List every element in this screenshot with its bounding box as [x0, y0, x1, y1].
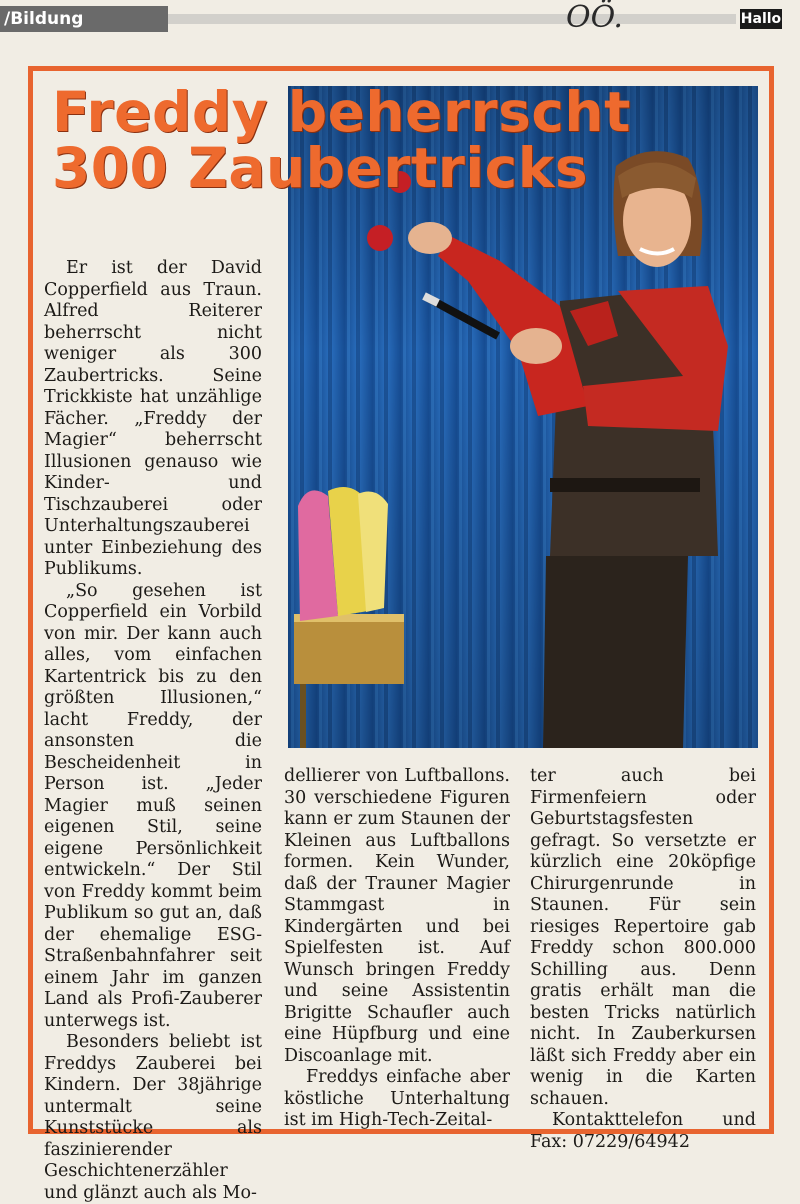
- paragraph: Besonders beliebt ist Freddys Zauberei bei Kindern. Der 38jährige untermalt seine Kunststücke als faszinierender Geschichtenerzähler und glänzt auch als Mo-: [44, 1032, 262, 1203]
- headline-line-1: Freddy beherrscht: [52, 80, 631, 144]
- article-column-2: [284, 766, 510, 1132]
- paragraph: ter auch bei Firmenfeiern oder Geburtstagsfesten gefragt. So versetzte er kürzlich eine 20köpfige Chirurgenrunde in Staunen. Für sein riesiges Repertoire gab Freddy schon 800.000 Schilling aus. Denn gratis erhält man die besten Tricks natürlich nicht. In Zauberkursen läßt sich Freddy aber ein wenig in die Karten schauen.: [530, 766, 756, 1109]
- paragraph: dellierer von Luftballons. 30 verschiedene Figuren kann er zum Staunen der Kleinen aus Luftballons formen. Kein Wunder, daß der Trauner Magier Stammgast in Kindergärten und bei Spielfesten ist. Auf Wunsch bringen Freddy und seine Assistentin Brigitte Schaufler auch eine Hüpfburg und eine Discoanlage mit.: [284, 766, 510, 1066]
- paragraph: Er ist der David Copperfield aus Traun. Alfred Reiterer beherrscht nicht weniger als 300 Zaubertricks. Seine Trickkiste hat unzählige Fächer. „Freddy der Magier“ beherrscht Illusionen genauso wie Kinder- und Tischzauberei oder Unterhaltungszauberei unter Einbeziehung des Publikums.: [44, 258, 262, 579]
- header-rule: [168, 14, 736, 24]
- hallo-logo: Hallo: [740, 11, 782, 27]
- headline-line-2: 300 Zaubertricks: [52, 136, 589, 200]
- article-column-3: [530, 766, 756, 1153]
- article-headline: [52, 80, 631, 200]
- paragraph: „So gesehen ist Copperfield ein Vorbild von mir. Der kann auch alles, vom einfachen Kartentrick bis zu den größten Illusionen,“ lacht Freddy, der ansonsten die Bescheidenheit in Person ist. „Jeder Magier muß seinen eigenen Stil, seine eigene Persönlichkeit entwickeln.“ Der Stil von Freddy kommt beim Publikum so gut an, daß der ehemalige ESG-Straßenbahnfahrer seit einem Jahr im ganzen Land als Profi-Zauberer unterwegs ist.: [44, 580, 262, 1031]
- article-column-1: [44, 258, 262, 1204]
- handwritten-note: OÖ.: [566, 0, 623, 35]
- page-header: [0, 0, 800, 35]
- paragraph: Freddys einfache aber köstliche Unterhaltung ist im High-Tech-Zeital-: [284, 1067, 510, 1130]
- contact-paragraph: Kontakttelefon und Fax: 07229/64942: [530, 1110, 756, 1152]
- section-label: /Bildung: [0, 6, 168, 32]
